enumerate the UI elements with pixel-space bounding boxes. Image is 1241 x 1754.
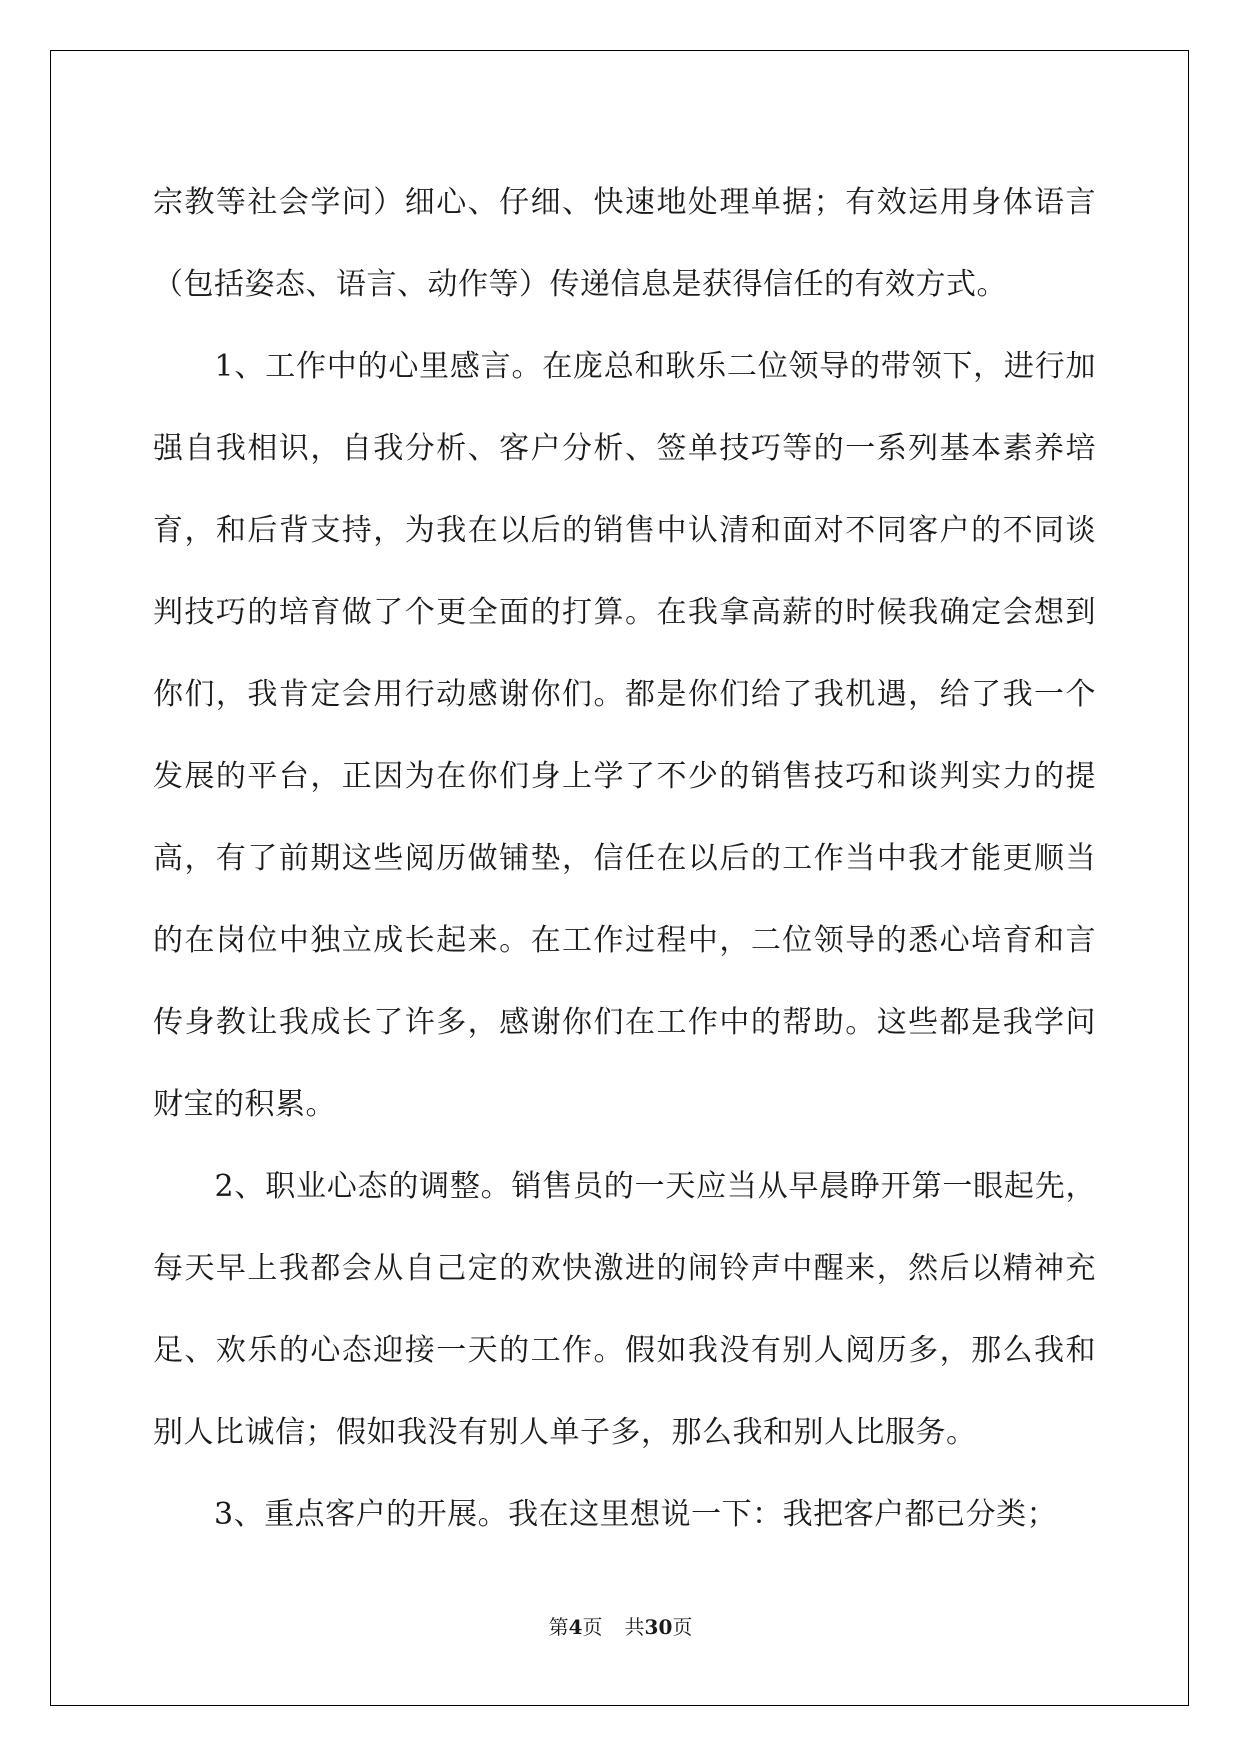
text-line: 传身教让我成长了许多，感谢你们在工作中的帮助。这些都是我学问 xyxy=(153,1005,1096,1040)
text-line: 宗教等社会学问）细心、仔细、快速地处理单据；有效运用身体语言 xyxy=(153,185,1096,220)
text-line: 每天早上我都会从自己定的欢快激进的闹铃声中醒来，然后以精神充 xyxy=(153,1251,1096,1286)
text-line: 强自我相识，自我分析、客户分析、签单技巧等的一系列基本素养培 xyxy=(153,431,1096,466)
page-footer xyxy=(0,1611,1241,1640)
footer-prefix: 第 xyxy=(548,1615,569,1639)
text-line: 育，和后背支持，为我在以后的销售中认清和面对不同客户的不同谈 xyxy=(153,513,1096,548)
text-line: 财宝的积累。 xyxy=(153,1087,336,1122)
total-page-count: 30 xyxy=(644,1615,673,1639)
footer-suffix: 页 xyxy=(672,1615,693,1639)
text-line: （包括姿态、语言、动作等）传递信息是获得信任的有效方式。 xyxy=(153,267,1007,302)
document-body xyxy=(153,162,1096,1556)
paragraph xyxy=(153,326,1096,1146)
text-line: 你们，我肯定会用行动感谢你们。都是你们给了我机遇，给了我一个 xyxy=(153,677,1096,712)
text-line: 高，有了前期这些阅历做铺垫，信任在以后的工作当中我才能更顺当 xyxy=(153,841,1096,876)
footer-total-prefix: 共 xyxy=(624,1615,645,1639)
footer-page-unit: 页 xyxy=(582,1615,603,1639)
paragraph xyxy=(153,162,1096,326)
text-line: 判技巧的培育做了个更全面的打算。在我拿高薪的时候我确定会想到 xyxy=(153,595,1096,630)
text-line: 别人比诚信；假如我没有别人单子多，那么我和别人比服务。 xyxy=(153,1415,977,1450)
text-line: 2、职业心态的调整。销售员的一天应当从早晨睁开第一眼起先， xyxy=(153,1169,1096,1204)
paragraph xyxy=(153,1146,1096,1474)
text-line: 1、工作中的心里感言。在庞总和耿乐二位领导的带领下，进行加 xyxy=(153,349,1096,384)
current-page-number: 4 xyxy=(568,1615,583,1639)
text-line: 足、欢乐的心态迎接一天的工作。假如我没有别人阅历多，那么我和 xyxy=(153,1333,1096,1368)
paragraph xyxy=(153,1474,1096,1556)
text-line: 的在岗位中独立成长起来。在工作过程中，二位领导的悉心培育和言 xyxy=(153,923,1096,958)
text-line: 3、重点客户的开展。我在这里想说一下：我把客户都已分类； xyxy=(153,1497,1058,1532)
text-line: 发展的平台，正因为在你们身上学了不少的销售技巧和谈判实力的提 xyxy=(153,759,1096,794)
